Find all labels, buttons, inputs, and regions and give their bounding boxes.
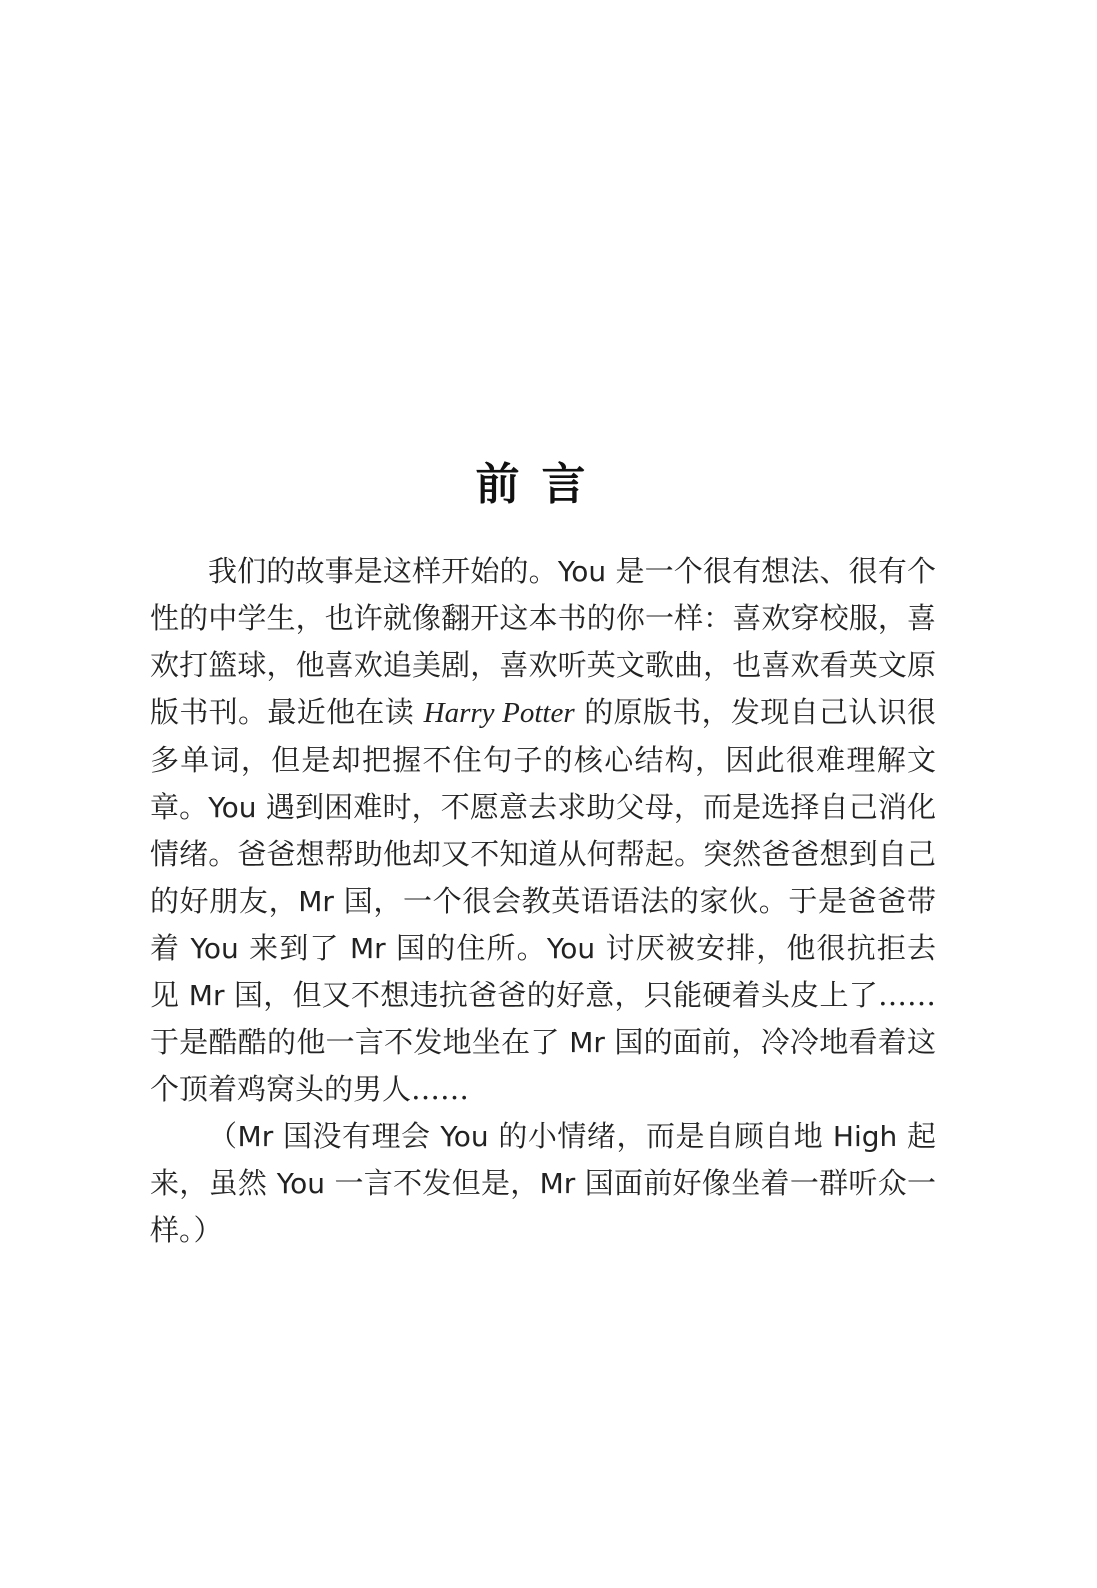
text-run: 国，但又不想违抗爸爸的好意，只能硬着头皮上了……于是酷酷的他一言不发地坐在了 xyxy=(150,978,936,1059)
text-run: 一言不发但是， xyxy=(324,1166,540,1200)
text-run: 来到了 xyxy=(238,931,351,965)
text-run: 国的面前，冷冷地看着这个顶着鸡窝头的男人…… xyxy=(150,1025,936,1106)
text-run: 国的住所。 xyxy=(385,931,547,965)
text-run: 我们的故事是这样开始的。 xyxy=(208,554,558,588)
character-name-mr: Mr xyxy=(298,885,334,918)
character-name-you: You xyxy=(557,555,607,588)
character-name-you: You xyxy=(208,791,257,824)
text-run: 的原版书，发现自己认识很多单词，但是却把握不住句子的核心结构，因此很难理解文章。 xyxy=(150,695,936,824)
book-title-harry-potter: Harry Potter xyxy=(423,697,575,729)
text-run: 的小情绪，而是自顾自地 xyxy=(488,1119,833,1153)
text-run: 国面前好像坐着一群听众一样。） xyxy=(150,1166,937,1247)
character-name-you: You xyxy=(190,932,239,965)
text-run: 国，一个很会教英语语法的家伙。于是爸爸带着 xyxy=(150,884,936,965)
text-run: 国没有理会 xyxy=(273,1119,441,1153)
preface-paragraph-1 xyxy=(150,548,936,1113)
preface-body xyxy=(150,548,936,1254)
character-name-mr: Mr xyxy=(539,1167,576,1200)
preface-paragraph-2 xyxy=(150,1113,936,1254)
character-name-you: You xyxy=(440,1120,489,1153)
character-name-mr: Mr xyxy=(237,1120,274,1153)
text-run: 遇到困难时，不愿意去求助父母，而是选择自己消化情绪。爸爸想帮助他却又不知道从何帮起。突然爸爸想到自己的好朋友， xyxy=(150,790,936,918)
text-run: 起来，虽然 xyxy=(150,1119,937,1200)
text-run: （ xyxy=(208,1119,238,1153)
character-name-mr: Mr xyxy=(188,979,225,1012)
character-name-you: You xyxy=(546,932,596,965)
word-high: High xyxy=(832,1120,898,1153)
character-name-mr: Mr xyxy=(569,1026,605,1059)
text-run: 讨厌被安排，他很抗拒去见 xyxy=(150,931,937,1012)
preface-title: 前言 xyxy=(475,459,608,510)
character-name-mr: Mr xyxy=(350,932,386,965)
text-run: 是一个很有想法、很有个性的中学生，也许就像翻开这本书的你一样：喜欢穿校服，喜欢打篮球，他喜欢追美剧，喜欢听英文歌曲，也喜欢看英文原版书刊。最近他在读 xyxy=(150,554,936,729)
character-name-you: You xyxy=(276,1167,325,1200)
